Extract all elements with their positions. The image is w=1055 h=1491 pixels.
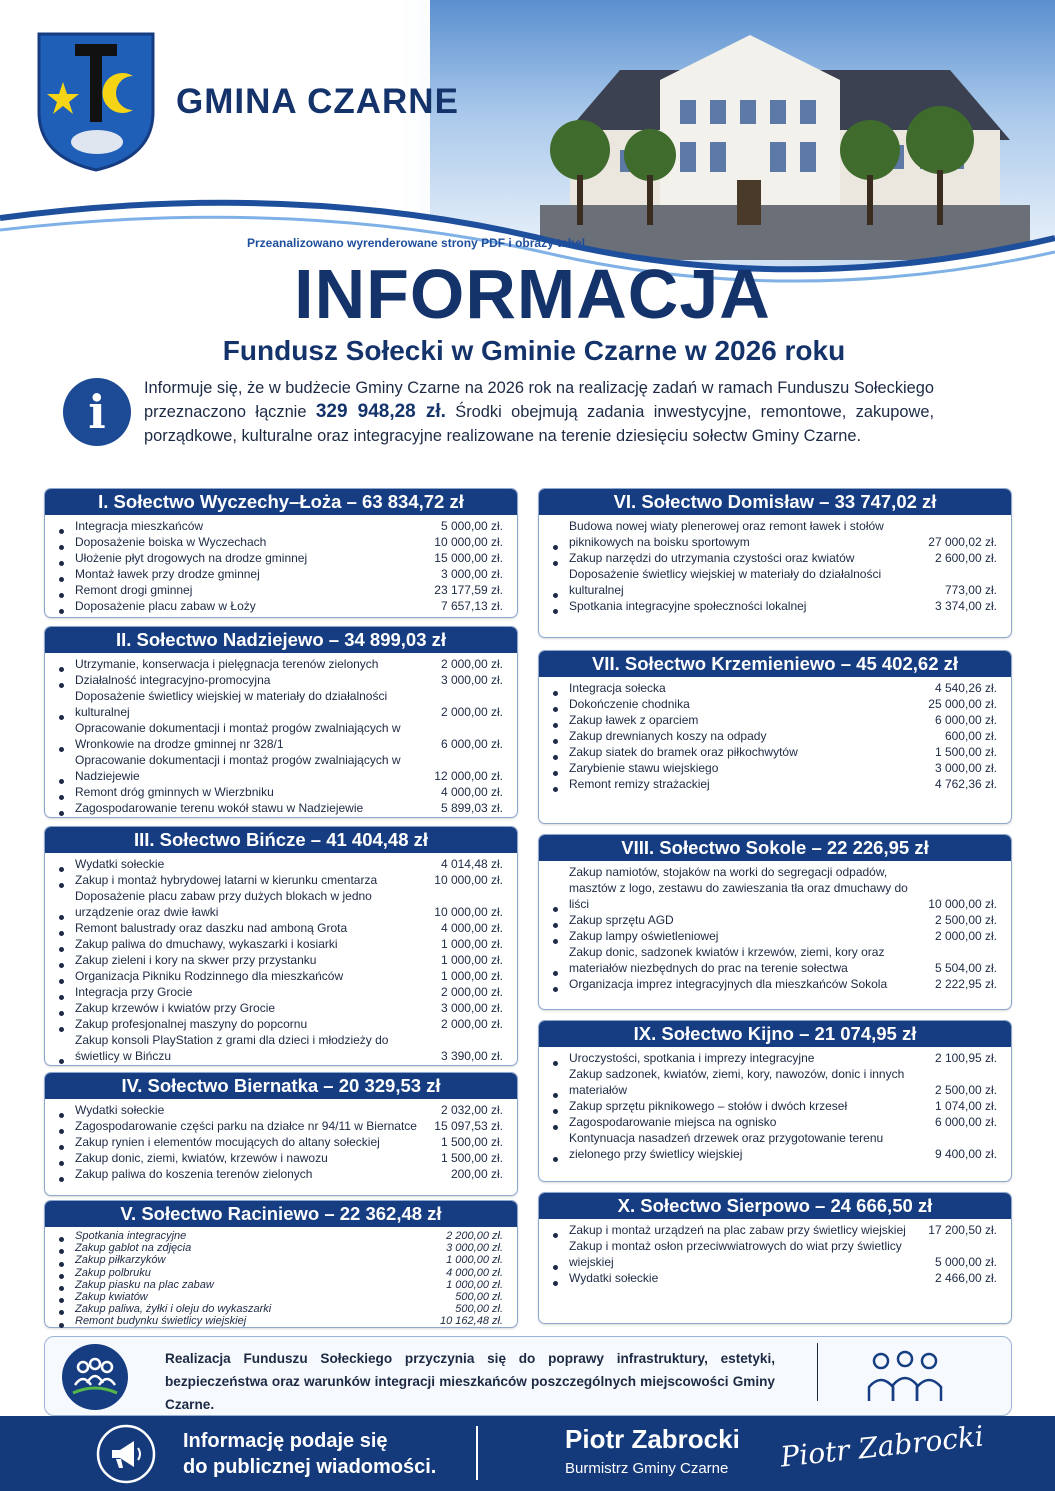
expense-item bbox=[569, 712, 997, 728]
expense-list bbox=[539, 677, 1011, 792]
expense-item bbox=[75, 1254, 503, 1266]
solectwo-card bbox=[538, 1192, 1012, 1324]
card-title: X. Sołectwo Sierpowo – 24 666,50 zł bbox=[539, 1193, 1011, 1219]
expense-item bbox=[75, 1303, 503, 1315]
expense-name: Zarybienie stawu wiejskiego bbox=[569, 761, 719, 775]
expense-item bbox=[569, 776, 997, 792]
expense-item bbox=[75, 984, 503, 1000]
expense-item bbox=[569, 518, 997, 550]
expense-name: Remont drogi gminnej bbox=[75, 583, 193, 597]
expense-amount: 10 000,00 zł. bbox=[928, 897, 997, 911]
expense-amount: 4 014,48 zł. bbox=[440, 857, 503, 871]
expense-amount: 10 000,00 zł. bbox=[434, 535, 503, 549]
card-title: IX. Sołectwo Kijno – 21 074,95 zł bbox=[539, 1021, 1011, 1047]
expense-amount: 5 000,00 zł. bbox=[934, 1255, 997, 1269]
expense-amount: 5 000,00 zł. bbox=[440, 519, 503, 533]
expense-amount: 1 074,00 zł. bbox=[934, 1099, 997, 1113]
expense-name: Zakup konsoli PlayStation z grami dla dzieci i młodzieży do świetlicy w Bińczu bbox=[75, 1033, 389, 1063]
expense-amount: 3 000,00 zł. bbox=[440, 1001, 503, 1015]
expense-name: Zakup i montaż osłon przeciwwiatrowych do wiat przy świetlicy wiejskiej bbox=[569, 1239, 902, 1269]
expense-name: Zakup lampy oświetleniowej bbox=[569, 929, 719, 943]
expense-amount: 3 000,00 zł. bbox=[446, 1242, 503, 1255]
expense-amount: 12 000,00 zł. bbox=[434, 769, 503, 783]
expense-name: Zagospodarowanie części parku na działce nr 94/11 w Biernatce bbox=[75, 1119, 417, 1133]
expense-item bbox=[569, 1098, 997, 1114]
expense-amount: 2 100,95 zł. bbox=[934, 1051, 997, 1065]
expense-name: Zakup paliwa do koszenia terenów zielonych bbox=[75, 1167, 313, 1181]
expense-name: Ułożenie płyt drogowych na drodze gminnej bbox=[75, 551, 308, 565]
expense-amount: 6 000,00 zł. bbox=[440, 737, 503, 751]
expense-amount: 2 600,00 zł. bbox=[934, 551, 997, 565]
expense-name: Zakup siatek do bramek oraz piłkochwytów bbox=[569, 745, 798, 759]
expense-name: Zakup krzewów i kwiatów przy Grocie bbox=[75, 1001, 276, 1015]
expense-item bbox=[569, 1130, 997, 1162]
info-icon: i bbox=[63, 378, 131, 446]
expense-item bbox=[569, 550, 997, 566]
expense-name: Integracja przy Grocie bbox=[75, 985, 193, 999]
expense-name: Uroczystości, spotkania i imprezy integracyjne bbox=[569, 1051, 815, 1065]
expense-amount: 600,00 zł. bbox=[944, 729, 997, 743]
expense-item bbox=[75, 936, 503, 952]
expense-item bbox=[569, 566, 997, 598]
solectwo-card bbox=[538, 488, 1012, 638]
expense-item bbox=[75, 872, 503, 888]
expense-item bbox=[569, 1238, 997, 1270]
expense-item bbox=[75, 800, 503, 816]
expense-item bbox=[569, 1050, 997, 1066]
expense-amount: 2 000,00 zł. bbox=[440, 705, 503, 719]
expense-item bbox=[75, 518, 503, 534]
expense-name: Doposażenie placu zabaw w Łoży bbox=[75, 599, 256, 613]
expense-item bbox=[75, 672, 503, 688]
expense-name: Zakup kwiatów bbox=[75, 1291, 148, 1304]
expense-amount: 7 657,13 zł. bbox=[440, 599, 503, 613]
expense-name: Zakup sprzętu piknikowego – stołów i dwóch krzeseł bbox=[569, 1099, 848, 1113]
solectwo-card bbox=[44, 826, 518, 1066]
analysis-note: Przeanalizowano wyrenderowane strony PDF i obrazy tabel bbox=[247, 236, 586, 250]
expense-list bbox=[539, 861, 1011, 992]
expense-name: Utrzymanie, konserwacja i pielęgnacja terenów zielonych bbox=[75, 657, 379, 671]
expense-amount: 15 000,00 zł. bbox=[434, 551, 503, 565]
expense-name: Zakup paliwa, żyłki i oleju do wykaszarki bbox=[75, 1303, 272, 1316]
expense-item bbox=[569, 1114, 997, 1130]
expense-name: Zakup rynien i elementów mocujących do altany sołeckiej bbox=[75, 1135, 380, 1149]
expense-list bbox=[45, 515, 517, 614]
expense-amount: 27 000,02 zł. bbox=[928, 535, 997, 549]
expense-name: Zagospodarowanie miejsca na ognisko bbox=[569, 1115, 777, 1129]
expense-name: Opracowanie dokumentacji i montaż progów zwalniających w Wronkowie na drodze gminnej nr 328/1 bbox=[75, 721, 401, 751]
expense-item bbox=[75, 856, 503, 872]
expense-amount: 1 500,00 zł. bbox=[440, 1151, 503, 1165]
community-icon bbox=[61, 1343, 129, 1411]
expense-amount: 3 390,00 zł. bbox=[440, 1049, 503, 1063]
expense-amount: 3 000,00 zł. bbox=[440, 673, 503, 687]
expense-name: Zakup zieleni i kory na skwer przy przystanku bbox=[75, 953, 317, 967]
expense-name: Kontynuacja nasadzeń drzewek oraz przygotowanie terenu zielonego przy świetlicy wiejskiej bbox=[569, 1131, 884, 1161]
expense-item bbox=[75, 1102, 503, 1118]
expense-amount: 2 200,00 zł. bbox=[446, 1230, 503, 1242]
expense-name: Wydatki sołeckie bbox=[75, 857, 165, 871]
expense-name: Spotkania integracyjne bbox=[75, 1230, 187, 1242]
expense-name: Zakup ławek z oparciem bbox=[569, 713, 699, 727]
expense-name: Zakup sadzonek, kwiatów, ziemi, kory, nawozów, donic i innych materiałów bbox=[569, 1067, 905, 1097]
expense-amount: 10 162,48 zł. bbox=[440, 1315, 503, 1328]
expense-name: Spotkania integracyjne społeczności lokalnej bbox=[569, 599, 807, 613]
expense-item bbox=[75, 1291, 503, 1303]
expense-name: Remont balustrady oraz daszku nad amboną Grota bbox=[75, 921, 348, 935]
expense-item bbox=[75, 566, 503, 582]
expense-item bbox=[75, 1230, 503, 1242]
expense-name: Doposażenie boiska w Wyczechach bbox=[75, 535, 267, 549]
mayor-role: Burmistrz Gminy Czarne bbox=[565, 1460, 729, 1477]
expense-item bbox=[75, 1118, 503, 1134]
expense-name: Opracowanie dokumentacji i montaż progów zwalniających w Nadziejewie bbox=[75, 753, 401, 783]
expense-item bbox=[75, 968, 503, 984]
expense-amount: 2 000,00 zł. bbox=[440, 1017, 503, 1031]
solectwo-card bbox=[538, 834, 1012, 1010]
expense-item bbox=[75, 952, 503, 968]
expense-amount: 3 374,00 zł. bbox=[934, 599, 997, 613]
expense-amount: 1 000,00 zł. bbox=[440, 937, 503, 951]
expense-name: Integracja mieszkańców bbox=[75, 519, 204, 533]
total-amount: 329 948,28 zł. bbox=[315, 401, 446, 422]
expense-name: Działalność integracyjno-promocyjna bbox=[75, 673, 271, 687]
card-title: V. Sołectwo Raciniewo – 22 362,48 zł bbox=[45, 1201, 517, 1227]
expense-item bbox=[75, 534, 503, 550]
expense-name: Remont remizy strażackiej bbox=[569, 777, 710, 791]
mayor-name: Piotr Zabrocki bbox=[565, 1424, 740, 1454]
expense-name: Remont dróg gminnych w Wierzbniku bbox=[75, 785, 274, 799]
expense-amount: 1 000,00 zł. bbox=[440, 969, 503, 983]
expense-name: Zakup namiotów, stojaków na worki do segregacji odpadów, masztów z logo, zestawu do zawieszania tła oraz dmuchawy do liści bbox=[569, 865, 908, 911]
expense-item bbox=[569, 1066, 997, 1098]
card-title: VII. Sołectwo Krzemieniewo – 45 402,62 zł bbox=[539, 651, 1011, 677]
card-title: I. Sołectwo Wyczechy–Łoża – 63 834,72 zł bbox=[45, 489, 517, 515]
expense-name: Dokończenie chodnika bbox=[569, 697, 690, 711]
expense-amount: 2 000,00 zł. bbox=[934, 929, 997, 943]
expense-name: Zakup polbruku bbox=[75, 1266, 151, 1279]
card-title: II. Sołectwo Nadziejewo – 34 899,03 zł bbox=[45, 627, 517, 653]
gmina-name: GMINA CZARNE bbox=[176, 82, 459, 121]
divider bbox=[817, 1343, 818, 1401]
expense-item bbox=[75, 1000, 503, 1016]
card-title: VI. Sołectwo Domisław – 33 747,02 zł bbox=[539, 489, 1011, 515]
expense-item bbox=[75, 888, 503, 920]
expense-item bbox=[75, 1134, 503, 1150]
expense-name: Zakup drewnianych koszy na odpady bbox=[569, 729, 767, 743]
expense-name: Montaż ławek przy drodze gminnej bbox=[75, 567, 260, 581]
page-title: INFORMACJA bbox=[294, 255, 771, 333]
expense-name: Budowa nowej wiaty plenerowej oraz remont ławek i stołów piknikowych na boisku sportowym bbox=[569, 519, 884, 549]
expense-amount: 2 032,00 zł. bbox=[440, 1103, 503, 1117]
expense-amount: 5 504,00 zł. bbox=[934, 961, 997, 975]
page-subtitle: Fundusz Sołecki w Gminie Czarne w 2026 roku bbox=[222, 335, 846, 366]
expense-amount: 773,00 zł. bbox=[944, 583, 997, 597]
expense-name: Zakup donic, sadzonek kwiatów i krzewów, ziemi, kory oraz materiałów niezbędnych do prac na terenie sołectwa bbox=[569, 945, 885, 975]
expense-item bbox=[75, 1267, 503, 1279]
expense-amount: 17 200,50 zł. bbox=[928, 1223, 997, 1237]
expense-item bbox=[569, 680, 997, 696]
expense-item bbox=[569, 864, 997, 912]
expense-item bbox=[75, 1315, 503, 1327]
divider bbox=[476, 1426, 478, 1480]
expense-name: Zakup i montaż urządzeń na plac zabaw przy świetlicy wiejskiej bbox=[569, 1223, 906, 1237]
expense-amount: 2 000,00 zł. bbox=[440, 657, 503, 671]
expense-item bbox=[75, 688, 503, 720]
expense-amount: 1 500,00 zł. bbox=[440, 1135, 503, 1149]
expense-item bbox=[75, 784, 503, 800]
expense-amount: 15 097,53 zł. bbox=[434, 1119, 503, 1133]
expense-item bbox=[569, 696, 997, 712]
solectwo-card bbox=[538, 1020, 1012, 1182]
expense-amount: 500,00 zł. bbox=[455, 1303, 503, 1316]
expense-list bbox=[539, 515, 1011, 614]
expense-name: Zakup i montaż hybrydowej latarni w kierunku cmentarza bbox=[75, 873, 378, 887]
expense-item bbox=[569, 1270, 997, 1286]
expense-amount: 10 000,00 zł. bbox=[434, 905, 503, 919]
card-title: III. Sołectwo Bińcze – 41 404,48 zł bbox=[45, 827, 517, 853]
expense-item bbox=[569, 976, 997, 992]
expense-amount: 2 466,00 zł. bbox=[934, 1271, 997, 1285]
expense-name: Zakup profesjonalnej maszyny do popcornu bbox=[75, 1017, 308, 1031]
expense-item bbox=[75, 656, 503, 672]
expense-item bbox=[75, 1279, 503, 1291]
expense-item bbox=[75, 582, 503, 598]
expense-name: Doposażenie świetlicy wiejskiej w materiały do działalności kulturalnej bbox=[75, 689, 388, 719]
card-title: IV. Sołectwo Biernatka – 20 329,53 zł bbox=[45, 1073, 517, 1099]
expense-name: Doposażenie placu zabaw przy dużych blokach w jedno urządzenie oraz dwie ławki bbox=[75, 889, 372, 919]
expense-item bbox=[75, 1016, 503, 1032]
expense-name: Wydatki sołeckie bbox=[75, 1103, 165, 1117]
expense-name: Zakup donic, ziemi, kwiatów, krzewów i nawozu bbox=[75, 1151, 328, 1165]
expense-amount: 2 500,00 zł. bbox=[934, 1083, 997, 1097]
coat-of-arms bbox=[37, 32, 155, 172]
expense-amount: 1 000,00 zł. bbox=[446, 1254, 503, 1267]
expense-amount: 4 000,00 zł. bbox=[440, 785, 503, 799]
expense-amount: 23 177,59 zł. bbox=[434, 583, 503, 597]
people-icon bbox=[865, 1349, 945, 1405]
expense-item bbox=[75, 752, 503, 784]
expense-name: Zagospodarowanie terenu wokół stawu w Nadziejewie bbox=[75, 801, 364, 815]
expense-amount: 1 000,00 zł. bbox=[446, 1278, 503, 1291]
solectwo-card bbox=[44, 626, 518, 818]
expense-amount: 500,00 zł. bbox=[455, 1291, 503, 1304]
expense-amount: 3 000,00 zł. bbox=[440, 567, 503, 581]
expense-item bbox=[569, 912, 997, 928]
expense-amount: 1 500,00 zł. bbox=[934, 745, 997, 759]
expense-list bbox=[539, 1047, 1011, 1162]
expense-amount: 6 000,00 zł. bbox=[934, 1115, 997, 1129]
expense-item bbox=[569, 1222, 997, 1238]
expense-item bbox=[569, 760, 997, 776]
footer-notice: Informację podaje się do publicznej wiadomości. bbox=[183, 1430, 437, 1478]
expense-name: Doposażenie świetlicy wiejskiej w materiały do działalności kulturalnej bbox=[569, 567, 882, 597]
footer-bar bbox=[0, 1416, 1055, 1491]
expense-item bbox=[569, 944, 997, 976]
signature: Piotr Zabrocki bbox=[778, 1419, 986, 1474]
expense-item bbox=[75, 1166, 503, 1182]
expense-amount: 4 540,26 zł. bbox=[934, 681, 997, 695]
expense-amount: 6 000,00 zł. bbox=[934, 713, 997, 727]
expense-amount: 10 000,00 zł. bbox=[434, 873, 503, 887]
expense-item bbox=[569, 598, 997, 614]
expense-item bbox=[75, 1150, 503, 1166]
expense-item bbox=[75, 550, 503, 566]
expense-name: Organizacja Pikniku Rodzinnego dla mieszkańców bbox=[75, 969, 344, 983]
expense-item bbox=[75, 598, 503, 614]
expense-list bbox=[45, 1099, 517, 1182]
expense-list bbox=[539, 1219, 1011, 1286]
expense-name: Remont budynku świetlicy wiejskiej bbox=[75, 1315, 247, 1328]
expense-name: Zakup paliwa do dmuchawy, wykaszarki i kosiarki bbox=[75, 937, 338, 951]
expense-name: Zakup gablot na zdjęcia bbox=[75, 1242, 192, 1255]
expense-amount: 25 000,00 zł. bbox=[928, 697, 997, 711]
expense-item bbox=[569, 744, 997, 760]
summary-box bbox=[44, 1336, 1012, 1416]
expense-item bbox=[75, 1242, 503, 1254]
intro-paragraph: Informuje się, że w budżecie Gminy Czarne na 2026 rok na realizację zadań w ramach Funduszu Sołeckiego przeznaczono łącznie 329 948,28 zł. Środki obejmują zadania inwestycyjne, remontowe, zakupowe, porządkowe, kulturalne oraz integracyjne realizowane na terenie dziesięciu sołectw Gminy Czarne. bbox=[144, 379, 934, 445]
expense-amount: 9 400,00 zł. bbox=[934, 1147, 997, 1161]
expense-item bbox=[569, 928, 997, 944]
expense-item bbox=[75, 1032, 503, 1064]
expense-item bbox=[75, 720, 503, 752]
expense-amount: 200,00 zł. bbox=[450, 1167, 503, 1181]
expense-list bbox=[45, 853, 517, 1064]
expense-list bbox=[45, 1227, 517, 1328]
solectwo-card bbox=[44, 1072, 518, 1196]
expense-amount: 4 762,36 zł. bbox=[934, 777, 997, 791]
expense-amount: 3 000,00 zł. bbox=[934, 761, 997, 775]
solectwo-card bbox=[538, 650, 1012, 824]
expense-amount: 2 222,95 zł. bbox=[934, 977, 997, 991]
expense-name: Zakup narzędzi do utrzymania czystości oraz kwiatów bbox=[569, 551, 855, 565]
expense-name: Integracja sołecka bbox=[569, 681, 666, 695]
megaphone-icon bbox=[96, 1424, 156, 1484]
expense-amount: 5 899,03 zł. bbox=[440, 801, 503, 815]
solectwo-card bbox=[44, 1200, 518, 1328]
solectwo-card bbox=[44, 488, 518, 618]
summary-text: Realizacja Funduszu Sołeckiego przyczynia się do poprawy infrastruktury, estetyki, bezpieczeństwa oraz warunków integracji mieszkańców poszczególnych miejscowości Gminy Czarne. bbox=[165, 1351, 775, 1412]
expense-amount: 4 000,00 zł. bbox=[440, 921, 503, 935]
expense-amount: 1 000,00 zł. bbox=[440, 953, 503, 967]
expense-amount: 2 000,00 zł. bbox=[440, 985, 503, 999]
expense-amount: 2 500,00 zł. bbox=[934, 913, 997, 927]
expense-name: Zakup sprzętu AGD bbox=[569, 913, 674, 927]
expense-name: Organizacja imprez integracyjnych dla mieszkańców Sokola bbox=[569, 977, 888, 991]
expense-name: Wydatki sołeckie bbox=[569, 1271, 659, 1285]
expense-item bbox=[569, 728, 997, 744]
card-title: VIII. Sołectwo Sokole – 22 226,95 zł bbox=[539, 835, 1011, 861]
expense-amount: 4 000,00 zł. bbox=[446, 1266, 503, 1279]
expense-name: Zakup piasku na plac zabaw bbox=[75, 1278, 214, 1291]
expense-name: Zakup piłkarzyków bbox=[75, 1254, 166, 1267]
expense-item bbox=[75, 920, 503, 936]
expense-list bbox=[45, 653, 517, 816]
